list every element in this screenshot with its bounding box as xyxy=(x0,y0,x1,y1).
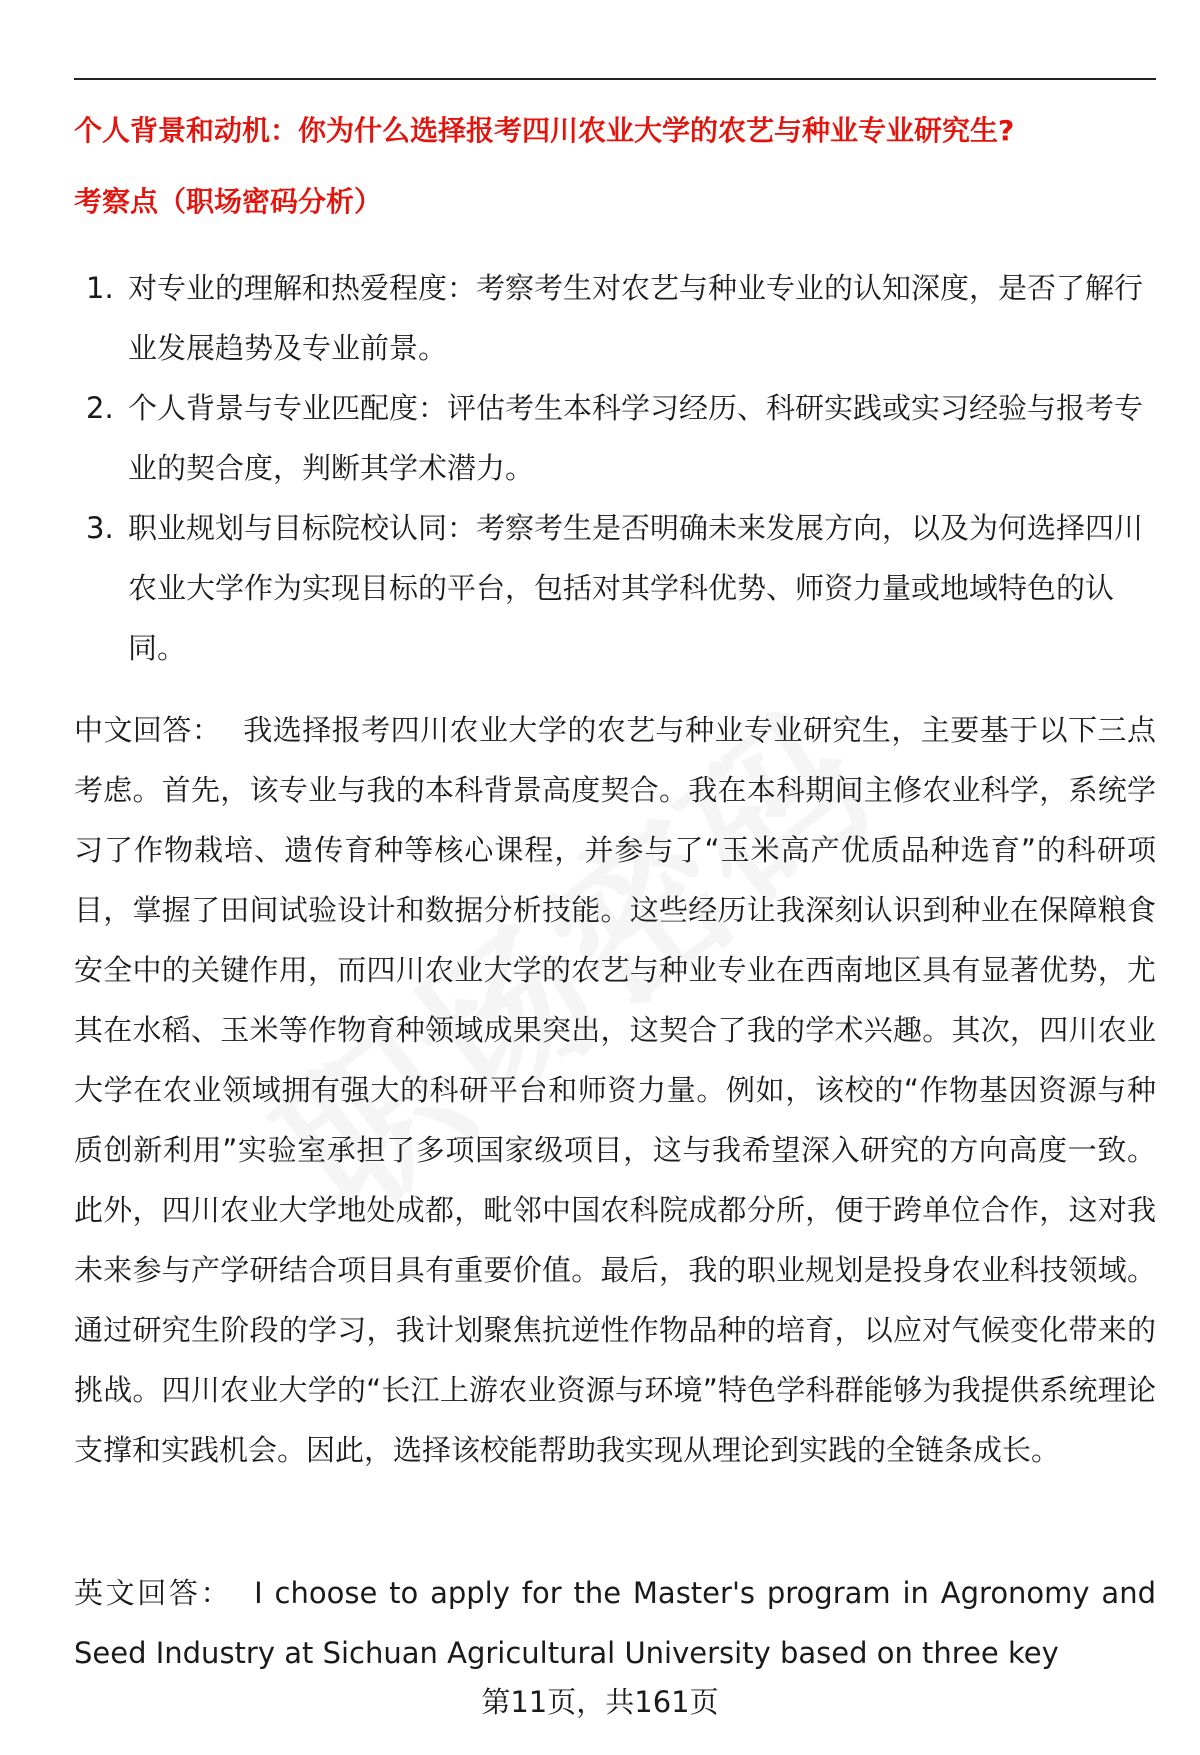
analysis-point xyxy=(74,498,1156,678)
point-text: 职业规划与目标院校认同：考察考生是否明确未来发展方向，以及为何选择四川农业大学作为实现目标的平台，包括对其学科优势、师资力量或地域特色的认同。 xyxy=(128,511,1144,665)
point-text: 对专业的理解和热爱程度：考察考生对农艺与种业专业的认知深度，是否了解行业发展趋势及专业前景。 xyxy=(128,271,1144,365)
analysis-heading: 考察点（职场密码分析） xyxy=(74,185,383,218)
question-heading: 个人背景和动机：你为什么选择报考四川农业大学的农艺与种业专业研究生? xyxy=(74,114,1015,147)
analysis-point xyxy=(74,378,1156,498)
analysis-points-list xyxy=(74,258,1156,678)
english-answer xyxy=(74,1563,1156,1683)
chinese-answer-label: 中文回答： xyxy=(74,713,222,747)
point-number: 1. xyxy=(86,271,114,305)
chinese-answer-text: 我选择报考四川农业大学的农艺与种业专业研究生，主要基于以下三点考虑。首先，该专业与我的本科背景高度契合。我在本科期间主修农业科学，系统学习了作物栽培、遗传育种等核心课程，并参与了“玉米高产优质品种选育”的科研项目，掌握了田间试验设计和数据分析技能。这些经历让我深刻认识到种业在保障粮食安全中的关键作用，而四川农业大学的农艺与种业专业在西南地区具有显著优势，尤其在水稻、玉米等作物育种领域成果突出，这契合了我的学术兴趣。其次，四川农业大学在农业领域拥有强大的科研平台和师资力量。例如，该校的“作物基因资源与种质创新利用”实验室承担了多项国家级项目，这与我希望深入研究的方向高度一致。此外，四川农业大学地处成都，毗邻中国农科院成都分所，便于跨单位合作，这对我未来参与产学研结合项目具有重要价值。最后，我的职业规划是投身农业科技领域。通过研究生阶段的学习，我计划聚焦抗逆性作物品种的培育，以应对气候变化带来的挑战。四川农业大学的“长江上游农业资源与环境”特色学科群能够为我提供系统理论支撑和实践机会。因此，选择该校能帮助我实现从理论到实践的全链条成长。 xyxy=(74,713,1156,1467)
page-number-footer: 第11页，共161页 xyxy=(481,1685,719,1719)
english-answer-text: I choose to apply for the Master's program in Agronomy and Seed Industry at Sichuan Agricultural University based on three key xyxy=(74,1576,1156,1670)
top-divider xyxy=(74,78,1156,80)
point-number: 2. xyxy=(86,391,114,425)
point-number: 3. xyxy=(86,511,114,545)
chinese-answer xyxy=(74,700,1156,1480)
analysis-point xyxy=(74,258,1156,378)
point-text: 个人背景与专业匹配度：评估考生本科学习经历、科研实践或实习经验与报考专业的契合度，判断其学术潜力。 xyxy=(128,391,1144,485)
english-answer-label: 英文回答： xyxy=(74,1576,233,1610)
